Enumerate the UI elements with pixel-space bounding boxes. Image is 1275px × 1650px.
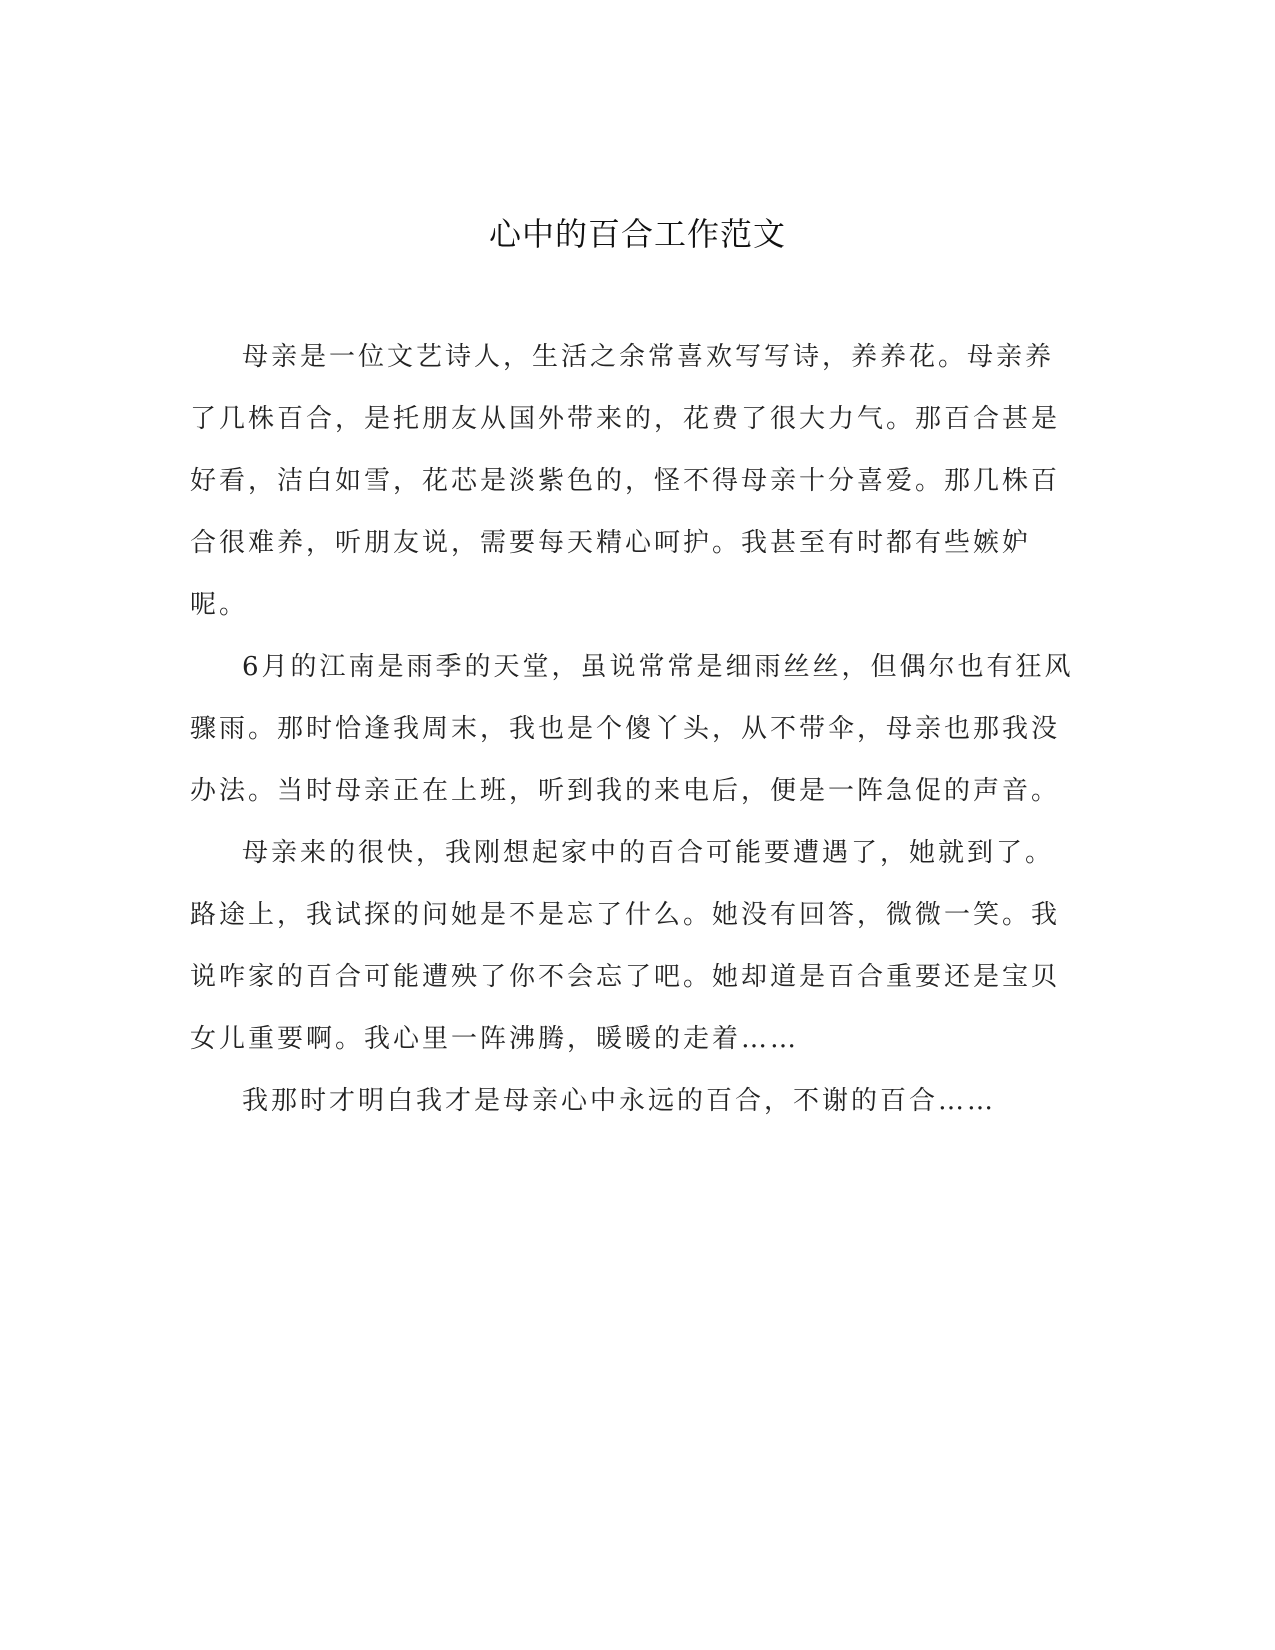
paragraph: 6月的江南是雨季的天堂，虽说常常是细雨丝丝，但偶尔也有狂风骤雨。那时恰逢我周末，我也是个傻丫头，从不带伞，母亲也那我没办法。当时母亲正在上班，听到我的来电后，便是一阵急促的声音。 — [190, 652, 1074, 806]
paragraph: 母亲是一位文艺诗人，生活之余常喜欢写写诗，养养花。母亲养了几株百合，是托朋友从国外带来的，花费了很大力气。那百合甚是好看，洁白如雪，花芯是淡紫色的，怪不得母亲十分喜爱。那几株百合很难养，听朋友说，需要每天精心呵护。我甚至有时都有些嫉妒呢。 — [190, 342, 1061, 620]
document-title: 心中的百合工作范文 — [488, 215, 786, 253]
paragraph: 我那时才明白我才是母亲心中永远的百合，不谢的百合…… — [242, 1086, 997, 1116]
paragraph: 母亲来的很快，我刚想起家中的百合可能要遭遇了，她就到了。路途上，我试探的问她是不是忘了什么。她没有回答，微微一笑。我说咋家的百合可能遭殃了你不会忘了吧。她却道是百合重要还是宝贝女儿重要啊。我心里一阵沸腾，暖暖的走着…… — [190, 838, 1061, 1054]
document-body — [190, 326, 1075, 1132]
